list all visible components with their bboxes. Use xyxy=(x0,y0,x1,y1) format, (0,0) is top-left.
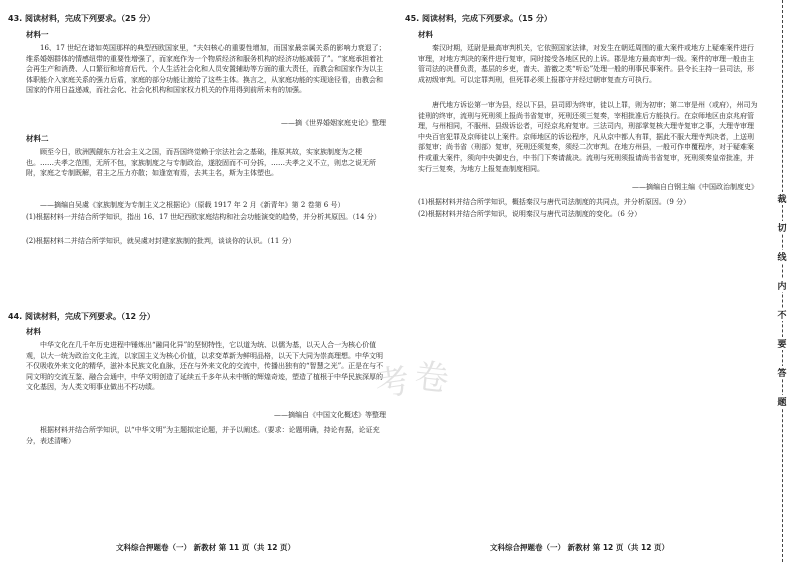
watermark-char: 卷 xyxy=(412,356,451,400)
q45-requirement-2: (2)根据材料并结合所学知识，说明秦汉与唐代司法制度的变化。（6 分） xyxy=(418,210,642,218)
q44-requirement: 根据材料并结合所学知识，以“中华文明”为主题拟定论题，并予以阐述。（要求：论题明确，持论有据，论证充分，表述清晰） xyxy=(26,426,380,445)
q43-material2-source: ——摘编自吴虞《家族制度为专制主义之根据论》（原载 1917 年 2 月《新青年》第 2 卷第 6 号） xyxy=(40,201,345,209)
binding-char: 题 xyxy=(774,395,790,408)
right-page xyxy=(400,0,762,562)
q43-title: 43. 阅读材料，完成下列要求。（25 分） xyxy=(8,14,155,23)
right-page-footer: 文科综合押题卷（一） 新教材 第 12 页（共 12 页） xyxy=(490,543,670,552)
q43-material2-text: 顾至今日，欧洲觊觎东方社会主义之国，而吾国终觉赖于宗法社会之基础，推原其故，实家族制度为之梗也。……夫孝之范围，无所不包，家族制度之与专制政治，遂胶固而不可分拆，……夫孝之义不立，则忠之说无所附，家庭之专制既解，君主之压力亦散；如逢宽宥焉，去其主名，斯为主体塑也。 xyxy=(26,148,376,178)
q45-material-label: 材料 xyxy=(418,30,433,39)
binding-char: 内 xyxy=(774,279,790,292)
q45-requirement-1: (1)根据材料并结合所学知识，概括秦汉与唐代司法制度的共同点，并分析原因。（9 分） xyxy=(418,198,691,206)
q43-material1-label: 材料一 xyxy=(26,30,49,39)
binding-char: 不 xyxy=(774,308,790,321)
q45-source: ——摘编自白钢主编《中国政治制度史》 xyxy=(632,183,758,191)
q45-paragraph-2: 唐代地方诉讼第一审为县，经以下县，县司即为终审，徒以上罪，则为初审；第二审是州（或府），州司为徒刑的终审，流刑与死刑须上报尚书省复审，死刑还须三复奏，宰相批准后方能执行。在京师地区由京兆府管理，与州相同，不服州、县级诉讼者，可经京兆府复审。三法司内，刑部掌复核大理寺复审之事，大理寺审理中央百官犯罪及京师徒以上案件。京师地区的诉讼程序，凡从京中都人有罪，据此不服大理寺判决者，上送刑部复审；尚书省（刑部）复审，死刑还须复奏，须经二次审判。在地方州县，一般可作申覆程序，对于疑难案件或重大案件，须向中央御史台，中书门下奏请裁决。流刑与死刑须报请尚书省复审，死刑须奏皇帝批准，并实行三复奏，为地方上报复查制度相同。 xyxy=(418,101,758,173)
binding-char: 要 xyxy=(774,337,790,350)
q45-title: 45. 阅读材料，完成下列要求。（15 分） xyxy=(405,14,552,23)
binding-char: 答 xyxy=(774,366,790,379)
q43-material1-text: 16、17 世纪在诸如英国那样的典型西欧国家里，“夫妇核心的重要性增加，而国家最亲属关系的影响力衰退了；维系婚姻群体的情感纽带的重要性增强了，而家庭作为一个物质经济和服务机构的经济功能减弱了”。“家庭承担着社会再生产和消费、人口繁衍和培育后代、个人生活社会化和人员安置辅助等方面的重大责任，而教会和国家作为以主体职能介入家庭关系的强力后盾，家庭的部分功能让渡给了这些主体。换言之，从家庭功能的实现途径看，由教会和国家的作用日益递减，而社会化、社会化机构和国家权力机关的作用得到前所未有的加强。 xyxy=(26,44,386,95)
q45-paragraph-1: 秦汉时期，廷尉是最高审判机关，它依照国家法律，对发生在朝廷周围的重大案件或地方上疑难案件进行审理，对地方判决的案件进行复审，同时接受各地区民的上诉。郡是地方最高审判一级。案件的审理一般由主管司法的决曹负责，基层的乡吏，啬夫、游徼之类“听讼”处理一般的刑事民事案件。县令长主持一县司法，形成初级审判。可以定罪判刑，但死罪必须上报郡守并经过朝审复查方可执行。 xyxy=(418,44,755,84)
q43-requirement-1: (1)根据材料一并结合所学知识，指出 16、17 世纪西欧家庭结构和社会功能演变的趋势，并分析其原因。（14 分） xyxy=(26,213,381,221)
binding-margin xyxy=(762,0,800,562)
q43-material1-source: ——摘《世界婚姻家庭史论》整理 xyxy=(281,119,386,127)
q44-material-source: ——摘编自《中国文化概述》等整理 xyxy=(274,411,386,419)
binding-char: 裁 xyxy=(774,192,790,205)
left-page-footer: 文科综合押题卷（一） 新教材 第 11 页（共 12 页） xyxy=(116,543,296,552)
binding-char: 切 xyxy=(774,221,790,234)
q43-requirement-2: (2)根据材料二并结合所学知识，就吴虞对封建家族制的批判，谈谈你的认识。（11 分） xyxy=(26,237,296,245)
q44-material-label: 材料 xyxy=(26,327,41,336)
binding-char: 线 xyxy=(774,250,790,263)
q44-material-text: 中华文化在几千年历史进程中锤炼出“融同化异”的坚韧特性，它以道为统、以儒为基，以天人合一为核心价值观，以大一统为政治文化主流，以家国主义为核心价值，以求变革新为鲜明品格，以天下大同为崇高理想。中华文明不仅吸收外来文化的精华，滋补本民族文化血脉，还在与外来文化的交流中，传播出独有的“智慧之光”。正是在与不同文明的交流互鉴、融合会通中，中华文明创造了延续五千多年从未中断的辉煌奇迹，塑造了植根于中华民族深厚的文化基因，为人类文明事业做出不朽功绩。 xyxy=(26,341,384,392)
watermark-char: 考 xyxy=(372,360,413,406)
q44-title: 44. 阅读材料，完成下列要求。（12 分） xyxy=(8,312,155,321)
q43-material2-label: 材料二 xyxy=(26,134,49,143)
